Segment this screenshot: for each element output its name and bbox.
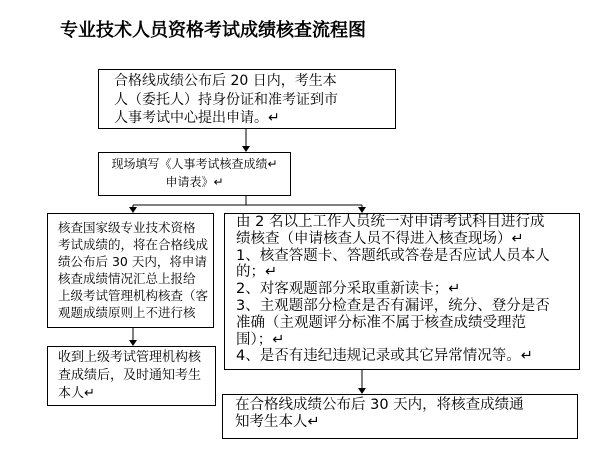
box-text-line: 考试成绩的，将在合格线成 <box>58 237 209 252</box>
box-text-line: 核查国家级专业技术资格 <box>58 220 196 235</box>
branch-connector <box>129 196 366 213</box>
step-notify-box <box>222 394 578 439</box>
box-text-line: 查成绩后，及时通知考生 <box>58 368 202 383</box>
step-apply-box <box>98 69 396 129</box>
box-text-line: 收到上级考试管理机构核 <box>58 350 202 365</box>
step-verification-box <box>224 213 580 370</box>
box-text-line: 本人↵ <box>58 386 95 401</box>
box-text-line: 准确（主观题评分标准不属于核查成绩受理范 <box>236 314 526 331</box>
arrow-verify-to-notify <box>358 370 366 394</box>
box-text-line: 现场填写《人事考试核查成绩↵ <box>111 157 278 171</box>
box-text-line: 人事考试中心提出申请。↵ <box>114 110 280 126</box>
arrow-national-to-receive <box>129 328 137 346</box>
box-text-line: 绩核查（申请核查人员不得进入核查现场）↵ <box>236 230 524 247</box>
step-fill-form-box <box>98 152 291 196</box>
box-text-line: 申请表》↵ <box>165 175 224 189</box>
box-text-line: 围）；↵ <box>236 331 285 348</box>
box-text-line: 核查成绩情况汇总上报给 <box>58 271 196 286</box>
step-national-exam-box <box>47 213 214 328</box>
box-text-line: 绩公布后 30 天内，将申请 <box>58 254 207 269</box>
box-text-line: 1、核查答题卡、答题纸或答卷是否应试人员本人 <box>236 247 550 264</box>
box-text-line: 4、是否有违纪违规记录或其它异常情况等。↵ <box>236 348 533 365</box>
box-text-line: 上级考试管理机构核查（客 <box>58 288 209 303</box>
box-text-line: 由 2 名以上工作人员统一对申请考试科目进行成 <box>236 214 545 230</box>
box-text-line: 2、对客观题部分采取重新读卡；↵ <box>236 281 461 298</box>
box-text-line: 在合格线成绩公布后 30 天内，将核查成绩通 <box>235 397 524 413</box>
step-receive-results-box <box>47 346 216 406</box>
box-text-line: 的；↵ <box>236 264 278 281</box>
box-text-line: 3、主观题部分检查是否有漏评，统分、登分是否 <box>236 297 550 314</box>
box-text-line: 观题成绩原则上不进行核 <box>58 305 196 320</box>
arrow-apply-to-form <box>242 129 250 152</box>
box-text-line: 人（委托人）持身份证和准考证到市 <box>114 91 338 108</box>
box-text-line: 知考生本人↵ <box>235 414 320 430</box>
page-title: 专业技术人员资格考试成绩核查流程图 <box>60 20 366 41</box>
box-text-line: 合格线成绩公布后 20 日内，考生本 <box>114 73 337 89</box>
